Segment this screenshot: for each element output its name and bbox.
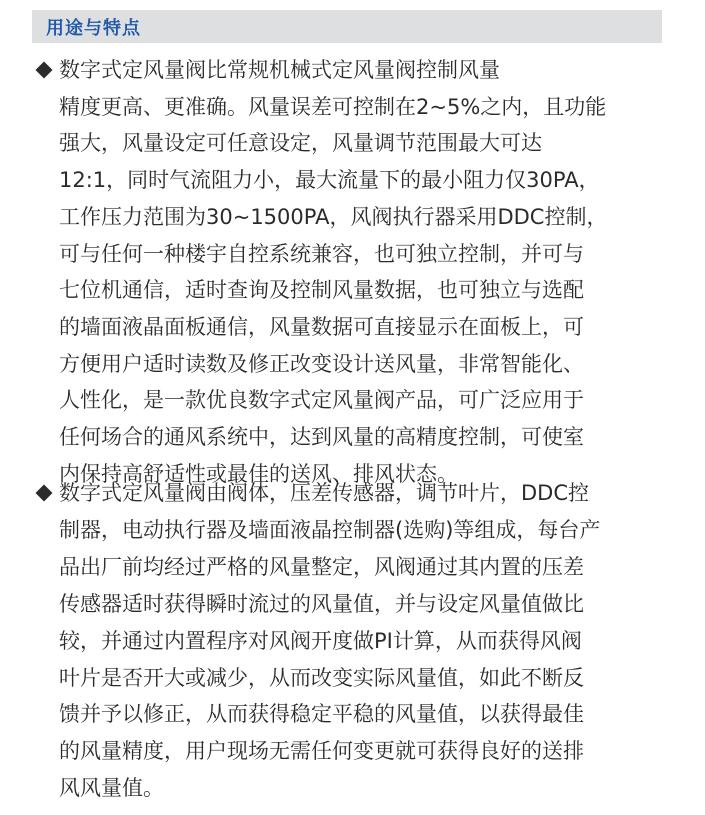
text-line: 传感器适时获得瞬时流过的风量值，并与设定风量值做比 <box>59 591 584 616</box>
text-line: 可与任何一种楼宇自控系统兼容，也可独立控制，并可与 <box>59 241 584 266</box>
text-line: 工作压力范围为30~1500PA，风阀执行器采用DDC控制， <box>59 204 608 229</box>
section-header <box>32 10 662 43</box>
text-line: 风风量值。 <box>59 776 164 801</box>
text-line: 七位机通信，适时查询及控制风量数据，也可独立与选配 <box>59 278 584 303</box>
text-line: 12:1，同时气流阻力小，最大流量下的最小阻力仅30PA， <box>59 168 600 193</box>
section-title: 用途与特点 <box>46 17 141 39</box>
text-line: 品出厂前均经过严格的风量整定，风阀通过其内置的压差 <box>59 554 584 579</box>
text-line: 叶片是否开大或减少，从而改变实际风量值，如此不断反 <box>59 665 584 690</box>
text-line: 的墙面液晶面板通信，风量数据可直接显示在面板上，可 <box>59 314 584 339</box>
text-line: 的风量精度，用户现场无需任何变更就可获得良好的送排 <box>59 739 584 764</box>
text-line: 数字式定风量阀比常规机械式定风量阀控制风量 <box>59 58 500 82</box>
text-line: 方便用户适时读数及修正改变设计送风量，非常智能化、 <box>59 351 584 376</box>
text-line: 制器，电动执行器及墙面液晶控制器(选购)等组成，每台产 <box>59 517 601 542</box>
text-line: 强大，风量设定可任意设定，风量调节范围最大可达 <box>59 131 542 156</box>
text-line: 内保持高舒适性或最佳的送风、排风状态。 <box>59 461 458 486</box>
text-line: 人性化，是一款优良数字式定风量阀产品，可广泛应用于 <box>59 388 584 413</box>
text-line: 数字式定风量阀由阀体，压差传感器，调节叶片，DDC控 <box>59 481 590 505</box>
diamond-bullet-icon <box>36 485 53 502</box>
text-line: 较，并通过内置程序对风阀开度做PI计算，从而获得风阀 <box>59 628 582 653</box>
text-line: 任何场合的通风系统中，达到风量的高精度控制，可使室 <box>59 425 584 449</box>
diamond-bullet-icon <box>36 62 53 79</box>
text-line: 精度更高、更准确。风量误差可控制在2~5%之内，且功能 <box>59 94 607 119</box>
text-line: 馈并予以修正，从而获得稳定平稳的风量值，以获得最佳 <box>59 702 584 727</box>
